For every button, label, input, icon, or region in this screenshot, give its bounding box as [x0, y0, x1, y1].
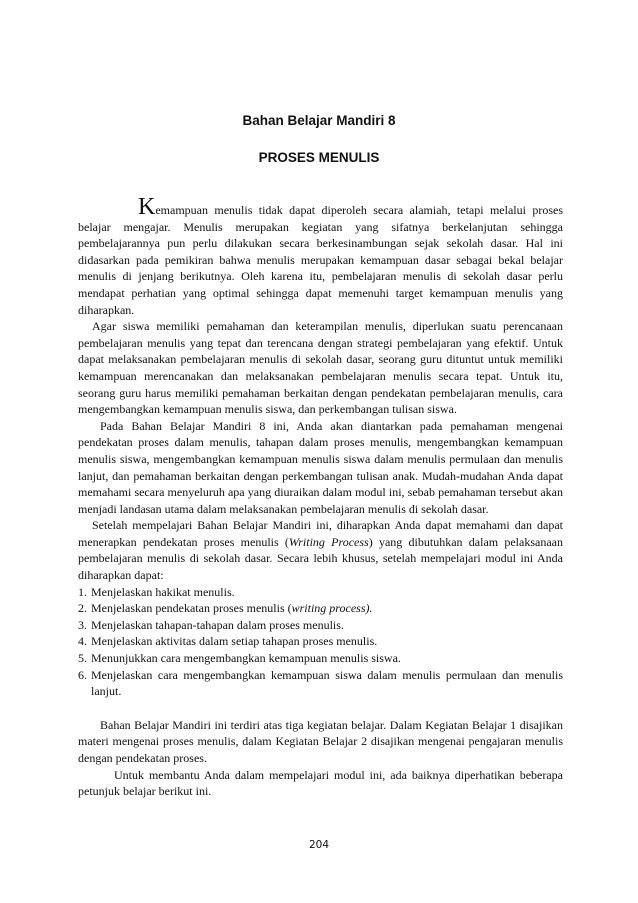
paragraph-6: Untuk membantu Anda dalam mempelajari modul ini, ada baiknya diperhatikan beberapa petunjuk belajar berikut ini.	[78, 767, 563, 799]
module-title: Bahan Belajar Mandiri 8	[242, 113, 396, 128]
paragraph-2: Agar siswa memiliki pemahaman dan keterampilan menulis, diperlukan suatu perencanaan pembelajaran menulis yang tepat dan terencana dengan strategi pembelajaran yang efektif. Untuk dapat melaksanakan pembelajaran menulis di sekolah dasar, seorang guru dituntut untuk memiliki kemampuan merencanakan dan melaksanakan pembelajaran menulis secara tepat. Untuk itu, seorang guru harus memiliki pemahaman berkaitan dengan pendekatan pembelajaran menulis, cara mengembangkan kemampuan menulis siswa, dan perkembangan tulisan siswa.	[78, 319, 563, 417]
objective-item	[78, 617, 563, 634]
objective-number: 5.	[78, 651, 87, 666]
objective-text: Menjelaskan aktivitas dalam setiap tahapan proses menulis.	[91, 634, 378, 649]
objective-item	[78, 667, 563, 700]
objective-number: 6.	[78, 667, 87, 682]
objective-text: Menjelaskan pendekatan proses menulis (	[91, 601, 292, 616]
chapter-title: PROSES MENULIS	[258, 150, 380, 165]
paragraph-4-italic: Writing Process	[288, 534, 369, 549]
objective-text: Menunjukkan cara mengembangkan kemampuan menulis siswa.	[91, 651, 401, 666]
paragraph-4-after: ) yang dibutuhkan dalam pelaksanaan pembelajaran menulis di sekolah dasar. Secara lebih khusus, setelah mempelajari modul ini Anda diharapkan dapat:	[78, 534, 563, 583]
objective-item	[78, 633, 563, 650]
paragraph-5: Bahan Belajar Mandiri ini terdiri atas tiga kegiatan belajar. Dalam Kegiatan Belajar 1 disajikan materi mengenai proses menulis, dalam Kegiatan Belajar 2 disajikan mengenai pengajaran menulis dengan pendekatan proses.	[78, 717, 563, 765]
objective-number: 3.	[78, 617, 87, 632]
page-number: 204	[308, 839, 330, 851]
objective-number: 4.	[78, 634, 87, 649]
paragraph-3: Pada Bahan Belajar Mandiri 8 ini, Anda akan diantarkan pada pemahaman mengenai pendekatan proses dalam menulis, tahapan dalam proses menulis, mengembangkan kemampuan menulis siswa, mengembangkan kemampuan menulis siswa dalam menulis permulaan dan menulis lanjut, dan pemahaman berkaitan dengan perkembangan tulisan anak. Mudah-mudahan Anda dapat memahami secara menyeluruh apa yang diuraikan dalam modul ini, sebab pemahaman tersebut akan menjadi landasan utama dalam melaksanakan pembelajaran menulis di sekolah dasar.	[78, 418, 563, 516]
objective-item	[78, 600, 563, 617]
paragraph-4-before: Setelah mempelajari Bahan Belajar Mandiri ini, diharapkan Anda dapat memahami dan dapat menerapkan pendekatan proses menulis (	[78, 518, 563, 549]
paragraph-gap	[78, 700, 563, 717]
objective-italic: writing process).	[291, 601, 373, 616]
document-body	[78, 194, 563, 800]
objectives-list	[78, 584, 563, 700]
objective-text: Menjelaskan hakikat menulis.	[91, 584, 235, 599]
intro-paragraph	[78, 194, 563, 318]
objective-number: 2.	[78, 601, 87, 616]
paragraph-4	[78, 517, 563, 583]
drop-cap: K	[138, 194, 156, 220]
objective-text: Menjelaskan cara mengembangkan kemampuan siswa dalam menulis permulaan dan menulis lanjut.	[91, 667, 563, 699]
objective-text: Menjelaskan tahapan-tahapan dalam proses menulis.	[91, 617, 344, 632]
objective-number: 1.	[78, 584, 87, 599]
objective-item	[78, 650, 563, 667]
objective-item	[78, 584, 563, 601]
intro-text: emampuan menulis tidak dapat diperoleh secara alamiah, tetapi melalui proses belajar mengajar. Menulis merupakan kegiatan yang sifatnya berkelanjutan sehingga pembelajarannya pun perlu dilakukan secara berkesinambungan sejak sekolah dasar. Hal ini didasarkan pada pemikiran bahwa menulis merupakan kemampuan dasar sebagai bekal belajar menulis di jenjang berikutnya. Oleh karena itu, pembelajaran menulis di sekolah dasar perlu mendapat perhatian yang optimal sehingga dapat memenuhi target kemampuan menulis yang diharapkan.	[78, 203, 563, 317]
